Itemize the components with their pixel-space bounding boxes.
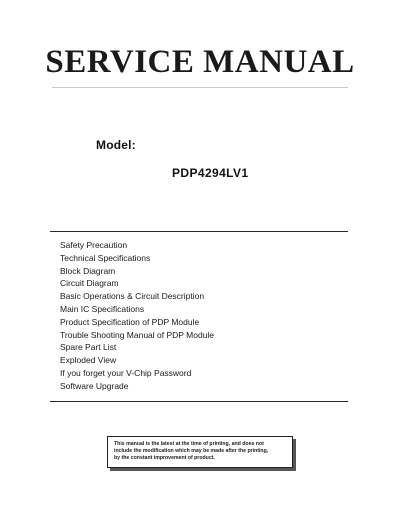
contents-item: Software Upgrade (60, 380, 129, 391)
contents-item: Spare Part List (60, 342, 117, 353)
notice-line: include the modification which may be made after the printing, (114, 448, 269, 454)
contents-item: Basic Operations & Circuit Description (60, 291, 205, 302)
contents-item: Safety Precaution (60, 240, 128, 250)
contents-top-rule (50, 231, 348, 232)
contents-bottom-rule (50, 401, 348, 402)
contents-item: If you forget your V-Chip Password (60, 367, 192, 378)
contents-item: Trouble Shooting Manual of PDP Module (60, 329, 215, 340)
model-label: Model: (96, 138, 136, 152)
contents-item: Exploded View (60, 355, 117, 366)
model-number: PDP4294LV1 (172, 166, 249, 180)
notice-line: This manual is the latest at the time of printing, and does not (114, 441, 264, 447)
contents-item: Block Diagram (60, 265, 116, 276)
contents-item: Product Specification of PDP Module (60, 316, 200, 327)
contents-item: Main IC Specifications (60, 303, 145, 314)
title-underline (52, 87, 348, 88)
notice-line: by the constant improvement of product. (114, 455, 215, 461)
contents-item: Circuit Diagram (60, 278, 119, 289)
printing-notice-box (107, 436, 293, 468)
contents-list (60, 239, 214, 393)
manual-title: SERVICE MANUAL (45, 44, 355, 80)
contents-item: Technical Specifications (60, 252, 151, 263)
